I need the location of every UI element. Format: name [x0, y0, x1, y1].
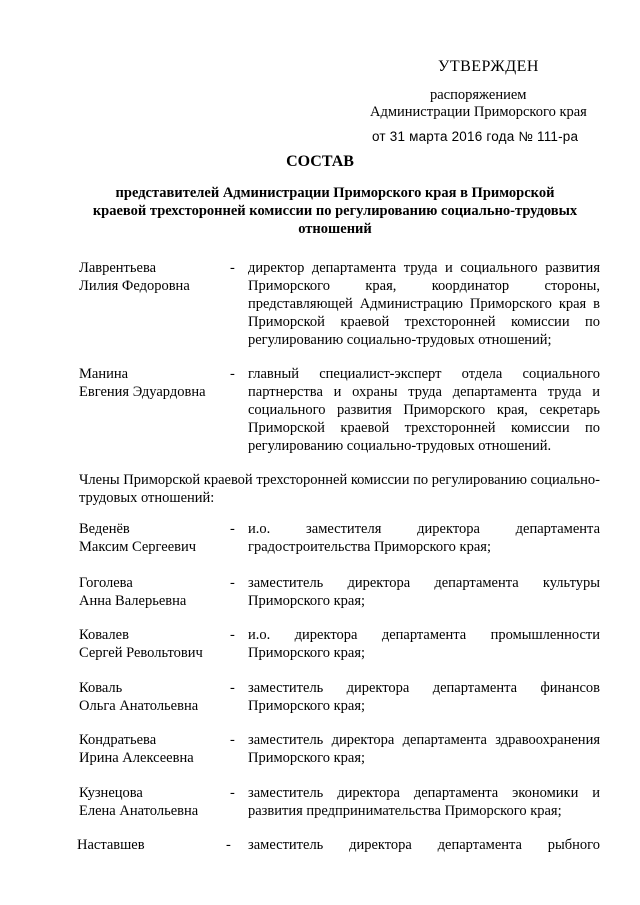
person-name — [79, 365, 229, 401]
separator-dash: - — [230, 732, 235, 748]
separator-dash: - — [230, 627, 235, 643]
separator-dash: - — [230, 785, 235, 801]
person-role: заместитель директора департамента рыбного — [248, 837, 600, 853]
person-surname: Манина — [79, 366, 129, 382]
person-role: заместитель директора департамента культуры Приморского края; — [248, 575, 600, 609]
person-role: и.о. директора департамента промышленности Приморского края; — [248, 627, 600, 661]
person-role: заместитель директора департамента экономики и развития предпринимательства Приморского края; — [248, 785, 600, 819]
person-surname: Гоголева — [79, 575, 133, 591]
person-surname: Коваль — [79, 680, 123, 696]
person-given-name: Максим Сергеевич — [79, 539, 197, 555]
person-given-name: Анна Валерьевна — [79, 593, 187, 609]
person-name — [79, 731, 229, 767]
person-role: главный специалист-эксперт отдела социального партнерства и охраны труда департамента труда и социального развития Приморского края, секретарь Приморской краевой трехсторонней комиссии по регулированию социально-трудовых отношений. — [248, 366, 600, 454]
person-role: заместитель директора департамента здравоохранения Приморского края; — [248, 732, 600, 766]
person-surname: Кузнецова — [79, 785, 143, 801]
person-surname: Веденёв — [79, 521, 130, 537]
approved-heading: УТВЕРЖДЕН — [438, 58, 539, 75]
person-given-name: Евгения Эдуардовна — [79, 384, 206, 400]
person-role: заместитель директора департамента финансов Приморского края; — [248, 680, 600, 714]
person-name — [79, 784, 229, 820]
person-name — [79, 626, 229, 662]
separator-dash: - — [226, 837, 231, 853]
separator-dash: - — [230, 521, 235, 537]
person-surname: Лаврентьева — [79, 260, 157, 276]
members-intro: Члены Приморской краевой трехсторонней комиссии по регулированию социально-трудовых отношений: — [79, 472, 600, 506]
person-given-name: Лилия Федоровна — [79, 278, 190, 294]
person-surname: Наставшев — [77, 837, 145, 853]
person-given-name: Елена Анатольевна — [79, 803, 199, 819]
person-role: директор департамента труда и социального развития Приморского края, координатор стороны, представляющей Администрацию Приморского края в Приморской краевой трехсторонней комиссии по регулированию социально-трудовых отношений; — [248, 260, 600, 348]
person-surname: Ковалев — [79, 627, 129, 643]
separator-dash: - — [230, 680, 235, 696]
admin-label: Администрации Приморского края — [370, 104, 587, 120]
separator-dash: - — [230, 260, 235, 276]
person-surname: Кондратьева — [79, 732, 157, 748]
person-name — [79, 574, 229, 610]
person-given-name: Ольга Анатольевна — [79, 698, 199, 714]
person-name — [79, 520, 229, 556]
person-name — [77, 836, 227, 854]
person-given-name: Сергей Револьтович — [79, 645, 203, 661]
document-subtitle: представителей Администрации Приморского края в Приморской краевой трехсторонней комиссии по регулированию социально-трудовых отношений — [92, 185, 578, 237]
order-date-number: от 31 марта 2016 года № 111-ра — [372, 129, 579, 144]
person-given-name: Ирина Алексеевна — [79, 750, 194, 766]
separator-dash: - — [230, 575, 235, 591]
order-label: распоряжением — [430, 87, 527, 103]
person-role: и.о. заместителя директора департамента градостроительства Приморского края; — [248, 521, 600, 555]
separator-dash: - — [230, 366, 235, 382]
document-title: СОСТАВ — [286, 153, 354, 170]
person-name — [79, 259, 229, 295]
person-name — [79, 679, 229, 715]
